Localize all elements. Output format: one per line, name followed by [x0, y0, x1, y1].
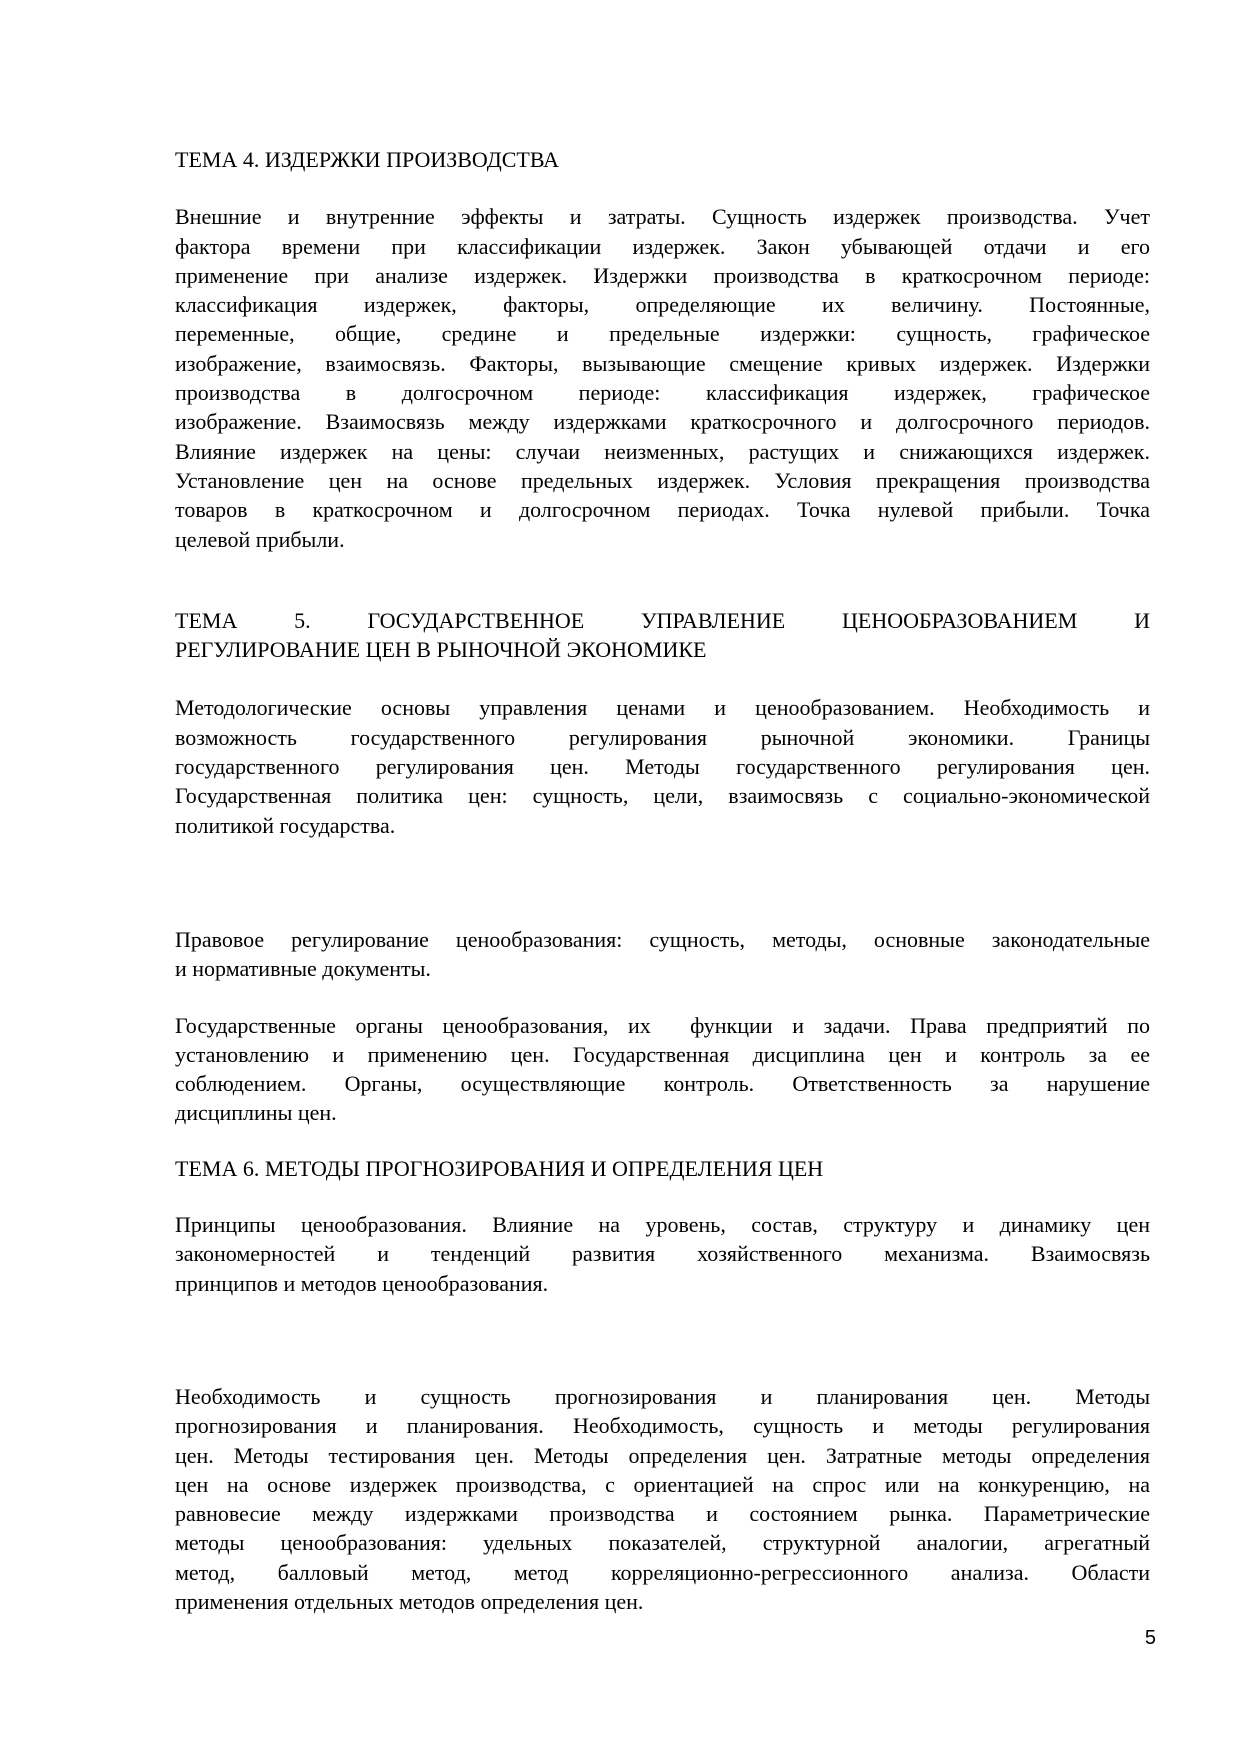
text-line: закономерностей и тенденций развития хозяйственного механизма. Взаимосвязь — [175, 1241, 1150, 1267]
text-line: возможность государственного регулирования рыночной экономики. Границы — [175, 724, 1150, 750]
text-line: цен на основе издержек производства, с ориентацией на спрос или на конкуренцию, на — [175, 1471, 1150, 1497]
text-line: соблюдением. Органы, осуществляющие контроль. Ответственность за нарушение — [175, 1071, 1150, 1097]
text-line: изображение. Взаимосвязь между издержками краткосрочного и долгосрочного периодов. — [175, 409, 1150, 435]
heading-line: ТЕМА 6. МЕТОДЫ ПРОГНОЗИРОВАНИЯ И ОПРЕДЕЛЕНИЯ ЦЕН — [175, 1155, 824, 1181]
text-line: применения отдельных методов определения цен. — [175, 1588, 644, 1614]
text-line: принципов и методов ценообразования. — [175, 1270, 549, 1296]
text-line: Установление цен на основе предельных издержек. Условия прекращения производства — [175, 467, 1150, 493]
text-line: Государственная политика цен: сущность, цели, взаимосвязь с социально-экономической — [175, 783, 1150, 809]
heading-line: ТЕМА 5. ГОСУДАРСТВЕННОЕ УПРАВЛЕНИЕ ЦЕНООБРАЗОВАНИЕМ И — [175, 607, 1150, 633]
text-line: равновесие между издержками производства и состоянием рынка. Параметрические — [175, 1501, 1150, 1527]
text-line: Государственные органы ценообразования, их функции и задачи. Права предприятий по — [175, 1012, 1150, 1038]
paragraph-tema-5-body-3 — [175, 1011, 1150, 1128]
text-line: цен. Методы тестирования цен. Методы определения цен. Затратные методы определения — [175, 1442, 1150, 1468]
text-line: производства в долгосрочном периоде: классификация издержек, графическое — [175, 380, 1150, 406]
heading-tema-5 — [175, 606, 1150, 665]
paragraph-tema-5-body-1 — [175, 693, 1150, 839]
text-line: изображение, взаимосвязь. Факторы, вызывающие смещение кривых издержек. Издержки — [175, 350, 1150, 376]
text-line: метод, балловый метод, метод корреляционно-регрессионного анализа. Области — [175, 1559, 1150, 1585]
text-line: установлению и применению цен. Государственная дисциплина цен и контроль за ее — [175, 1041, 1150, 1067]
text-line: целевой прибыли. — [175, 526, 345, 552]
text-line: прогнозирования и планирования. Необходимость, сущность и методы регулирования — [175, 1413, 1150, 1439]
text-line: переменные, общие, средине и предельные издержки: сущность, графическое — [175, 321, 1150, 347]
text-line: и нормативные документы. — [175, 956, 431, 982]
text-line: фактора времени при классификации издержек. Закон убывающей отдачи и его — [175, 233, 1150, 259]
text-line: Методологические основы управления ценами и ценообразованием. Необходимость и — [175, 695, 1150, 721]
text-line: классификация издержек, факторы, определяющие их величину. Постоянные, — [175, 292, 1150, 318]
heading-line: ТЕМА 4. ИЗДЕРЖКИ ПРОИЗВОДСТВА — [175, 147, 560, 172]
text-line: политикой государства. — [175, 812, 396, 838]
text-line: применение при анализе издержек. Издержки производства в краткосрочном периоде: — [175, 262, 1150, 288]
text-line: дисциплины цен. — [175, 1100, 337, 1126]
paragraph-tema-4-body — [175, 202, 1150, 554]
heading-tema-4 — [175, 145, 1150, 174]
heading-line: РЕГУЛИРОВАНИЕ ЦЕН В РЫНОЧНОЙ ЭКОНОМИКЕ — [175, 637, 707, 663]
paragraph-tema-5-body-2 — [175, 925, 1150, 984]
text-line: Внешние и внутренние эффекты и затраты. Сущность издержек производства. Учет — [175, 204, 1150, 230]
paragraph-tema-6-body-2 — [175, 1382, 1150, 1616]
paragraph-tema-6-body-1 — [175, 1210, 1150, 1298]
text-line: государственного регулирования цен. Методы государственного регулирования цен. — [175, 754, 1150, 780]
text-line: методы ценообразования: удельных показателей, структурной аналогии, агрегатный — [175, 1530, 1150, 1556]
page-number: 5 — [1144, 1627, 1156, 1649]
text-line: Влияние издержек на цены: случаи неизменных, растущих и снижающихся издержек. — [175, 438, 1150, 464]
text-line: Принципы ценообразования. Влияние на уровень, состав, структуру и динамику цен — [175, 1212, 1150, 1238]
text-line: Необходимость и сущность прогнозирования и планирования цен. Методы — [175, 1383, 1150, 1409]
text-line: товаров в краткосрочном и долгосрочном периодах. Точка нулевой прибыли. Точка — [175, 497, 1150, 523]
heading-tema-6 — [175, 1154, 1150, 1183]
text-line: Правовое регулирование ценообразования: сущность, методы, основные законодательные — [175, 926, 1150, 952]
